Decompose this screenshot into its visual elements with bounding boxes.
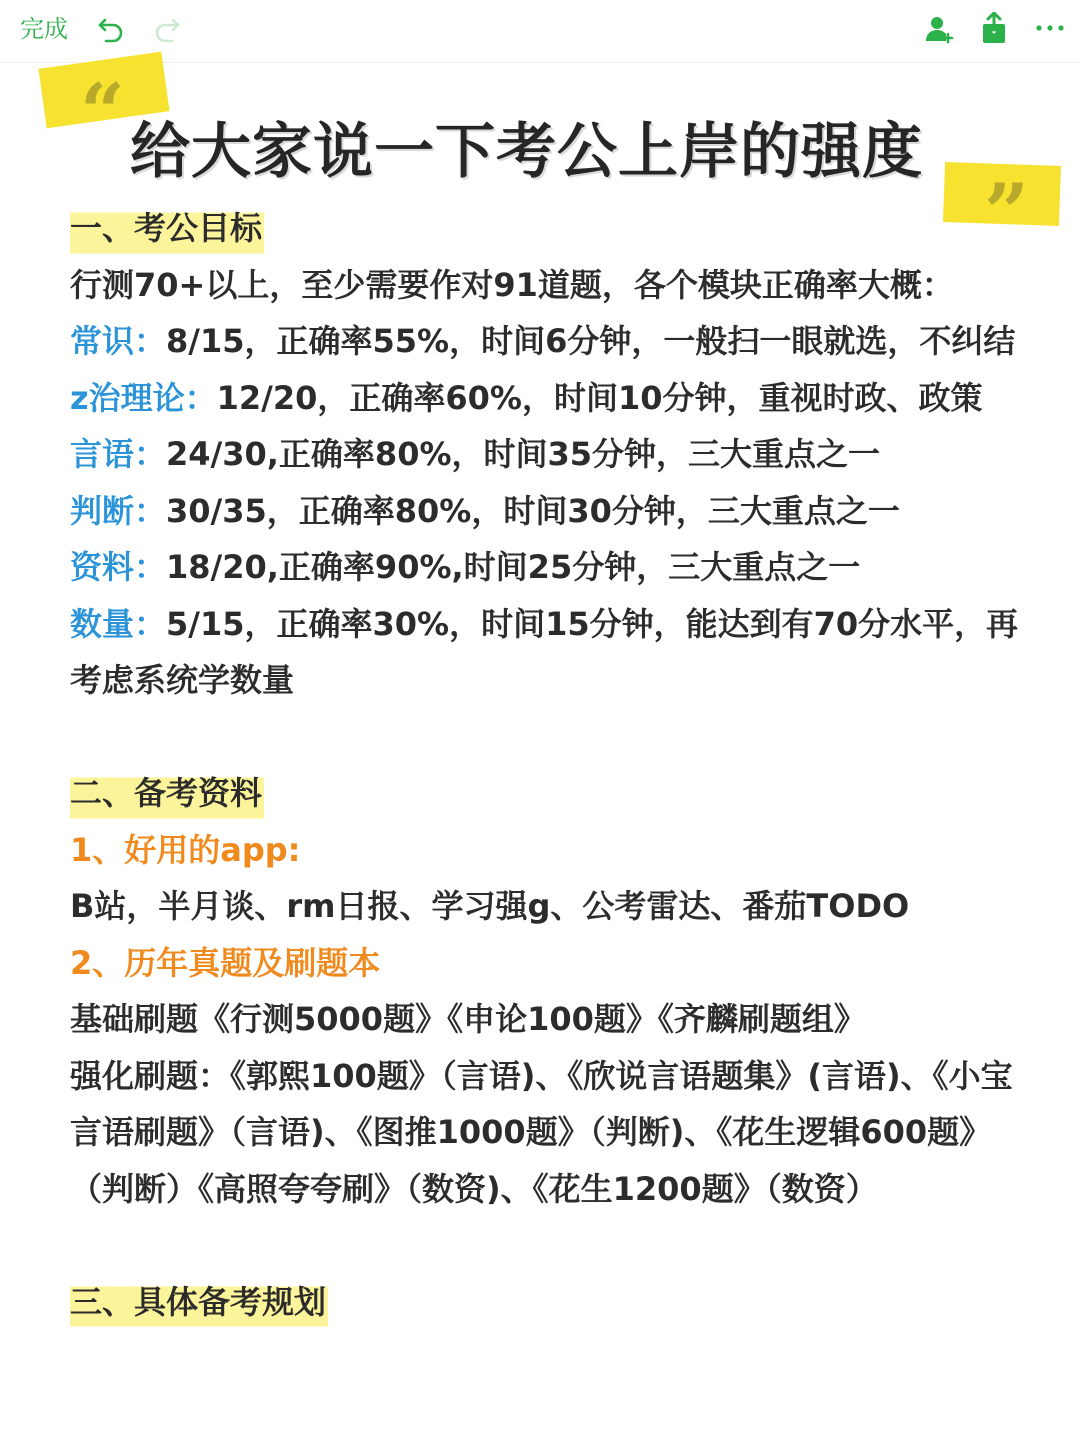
section-intro: 行测70+以上，至少需要作对91道题，各个模块正确率大概：: [70, 265, 954, 304]
item-text: 18/20,正确率90%,时间25分钟，三大重点之一: [166, 548, 861, 586]
close-quote-icon: ”: [984, 167, 1029, 258]
item-label: 资料：: [70, 548, 167, 586]
list-item: [70, 370, 1020, 427]
item-label: 常识：: [70, 322, 167, 360]
note-body[interactable]: [70, 200, 1020, 1330]
item-text: 24/30,正确率80%，时间35分钟，三大重点之一: [166, 435, 881, 473]
item-text: 30/35，正确率80%，时间30分钟，三大重点之一: [166, 491, 900, 530]
item-label: 数量：: [70, 604, 167, 643]
item-label: 判断：: [70, 491, 167, 530]
redo-icon[interactable]: [152, 14, 182, 44]
item-text: 12/20，正确率60%，时间10分钟，重视时政、政策: [216, 378, 983, 417]
item-label: z治理论：: [70, 378, 217, 417]
section-heading: 一、考公目标: [70, 200, 264, 257]
more-icon[interactable]: [1034, 18, 1066, 38]
subsection-title: 2、历年真题及刷题本: [70, 943, 381, 982]
list-item: [70, 483, 1020, 540]
list-item: [70, 596, 1020, 709]
item-text: 5/15，正确率30%，时间15分钟，能达到有70分水平，再考虑系统学数量: [70, 604, 1019, 699]
section-heading: 二、备考资料: [70, 765, 264, 822]
list-item: [70, 426, 1020, 483]
list-item: [70, 313, 1020, 370]
section-heading: 三、具体备考规划: [70, 1274, 328, 1331]
undo-icon[interactable]: [96, 14, 126, 44]
basic-practice-text: 基础刷题《行测5000题》《申论100题》《齐麟刷题组》: [70, 1000, 866, 1038]
advanced-practice-text: 强化刷题：《郭熙100题》（言语)、《欣说言语题集》(言语)、《小宝言语刷题》（言语)、《图推1000题》（判断)、《花生逻辑600题》（判断）《高照夸夸刷》（数资)、《花生1200题》（数资）: [70, 1056, 1013, 1208]
app-list-text: B站，半月谈、rm日报、学习强g、公考雷达、番茄TODO: [70, 887, 910, 925]
top-toolbar: [0, 0, 1080, 63]
page-title: 给大家说一下考公上岸的强度: [130, 117, 923, 187]
share-icon[interactable]: [980, 12, 1008, 44]
add-user-icon[interactable]: [924, 14, 954, 44]
item-text: 8/15，正确率55%，时间6分钟，一般扫一眼就选，不纠结: [166, 322, 1016, 360]
list-item: [70, 539, 1020, 596]
item-label: 言语：: [70, 435, 167, 473]
subsection-title: 1、好用的app:: [70, 830, 301, 869]
done-button[interactable]: 完成: [20, 15, 68, 43]
open-quote-icon: “: [80, 67, 125, 158]
